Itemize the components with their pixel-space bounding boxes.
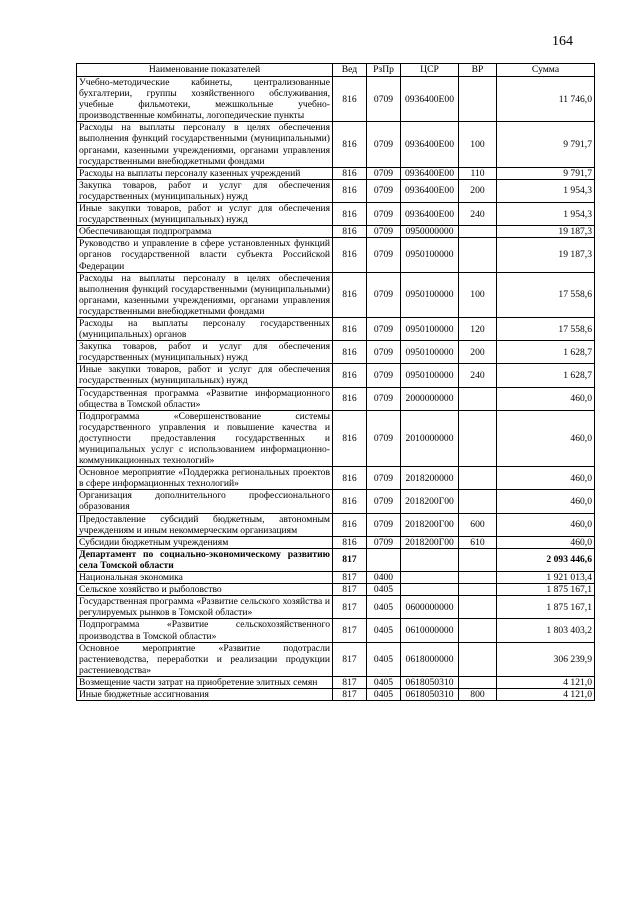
cell-name: Государственная программа «Развитие информационного общества в Томской области»: [77, 387, 333, 410]
table-row: [77, 467, 595, 490]
cell-rzpr: 0709: [367, 122, 401, 167]
cell-name: Подпрограмма «Совершенствование системы государственного управления и повышение качества и доступности предоставления государственных и муниципальных услуг с использованием информационно-коммуникационных технологий»: [77, 410, 333, 466]
cell-vr: [459, 490, 497, 513]
table-row: [77, 548, 595, 571]
cell-name: Основное мероприятие «Развитие подотрасли растениеводства, переработки и реализации продукции растениеводства»: [77, 642, 333, 676]
cell-csr: 0950000000: [401, 226, 459, 238]
cell-rzpr: 0405: [367, 596, 401, 619]
cell-csr: [401, 584, 459, 596]
page-number: 164: [552, 34, 573, 49]
cell-sum: 9 791,7: [497, 122, 595, 167]
cell-ved: 817: [333, 619, 367, 642]
cell-ved: 816: [333, 272, 367, 317]
table-row: [77, 676, 595, 688]
table-row: [77, 387, 595, 410]
cell-rzpr: 0405: [367, 688, 401, 700]
cell-rzpr: 0709: [367, 467, 401, 490]
cell-sum: 1 628,7: [497, 364, 595, 387]
cell-sum: 1 875 167,1: [497, 596, 595, 619]
table-body: [77, 77, 595, 701]
cell-sum: 19 187,3: [497, 226, 595, 238]
cell-sum: 460,0: [497, 467, 595, 490]
cell-rzpr: 0709: [367, 387, 401, 410]
cell-ved: 817: [333, 548, 367, 571]
cell-csr: 0936400Е00: [401, 179, 459, 202]
header-rzpr: РзПр: [367, 64, 401, 77]
cell-sum: 460,0: [497, 536, 595, 548]
cell-rzpr: [367, 548, 401, 571]
cell-csr: [401, 572, 459, 584]
cell-ved: 816: [333, 77, 367, 122]
header-sum: Сумма: [497, 64, 595, 77]
cell-sum: 1 954,3: [497, 203, 595, 226]
cell-name: Департамент по социально-экономическому развитию села Томской области: [77, 548, 333, 571]
table-row: [77, 490, 595, 513]
cell-sum: 1 954,3: [497, 179, 595, 202]
header-csr: ЦСР: [401, 64, 459, 77]
cell-sum: 460,0: [497, 513, 595, 536]
table-header-row: [77, 64, 595, 77]
cell-vr: [459, 467, 497, 490]
table-row: [77, 179, 595, 202]
table-row: [77, 688, 595, 700]
header-ved: Вед: [333, 64, 367, 77]
cell-name: Возмещение части затрат на приобретение элитных семян: [77, 676, 333, 688]
cell-rzpr: 0405: [367, 619, 401, 642]
table-row: [77, 536, 595, 548]
cell-vr: [459, 584, 497, 596]
cell-sum: 2 093 446,6: [497, 548, 595, 571]
cell-name: Расходы на выплаты персоналу в целях обеспечения выполнения функций государственными (муниципальными) органами, казенными учреждениями, органами управления государственными внебюджетными фондами: [77, 122, 333, 167]
cell-csr: 0618050310: [401, 676, 459, 688]
cell-ved: 816: [333, 467, 367, 490]
cell-vr: 600: [459, 513, 497, 536]
cell-vr: 120: [459, 317, 497, 340]
cell-rzpr: 0405: [367, 642, 401, 676]
table-row: [77, 513, 595, 536]
cell-name: Иные бюджетные ассигнования: [77, 688, 333, 700]
cell-vr: [459, 619, 497, 642]
cell-csr: 0950100000: [401, 272, 459, 317]
table-row: [77, 642, 595, 676]
cell-csr: 0610000000: [401, 619, 459, 642]
table-row: [77, 238, 595, 272]
cell-csr: 0936400Е00: [401, 203, 459, 226]
cell-vr: [459, 387, 497, 410]
cell-vr: 100: [459, 122, 497, 167]
cell-ved: 816: [333, 490, 367, 513]
cell-sum: 11 746,0: [497, 77, 595, 122]
cell-vr: 110: [459, 167, 497, 179]
cell-csr: 0600000000: [401, 596, 459, 619]
cell-ved: 817: [333, 642, 367, 676]
cell-name: Подпрограмма «Развитие сельскохозяйственного производства в Томской области»: [77, 619, 333, 642]
cell-ved: 816: [333, 364, 367, 387]
cell-name: Иные закупки товаров, работ и услуг для обеспечения государственных (муниципальных) нужд: [77, 203, 333, 226]
cell-sum: 1 875 167,1: [497, 584, 595, 596]
cell-rzpr: 0709: [367, 272, 401, 317]
cell-ved: 817: [333, 688, 367, 700]
cell-sum: 460,0: [497, 410, 595, 466]
cell-csr: 0950100000: [401, 238, 459, 272]
cell-sum: 17 558,6: [497, 272, 595, 317]
cell-vr: 200: [459, 179, 497, 202]
cell-name: Расходы на выплаты персоналу государственных (муниципальных) органов: [77, 317, 333, 340]
table-row: [77, 341, 595, 364]
cell-name: Расходы на выплаты персоналу казенных учреждений: [77, 167, 333, 179]
cell-vr: 240: [459, 203, 497, 226]
cell-ved: 816: [333, 238, 367, 272]
cell-rzpr: 0709: [367, 167, 401, 179]
table-row: [77, 572, 595, 584]
cell-vr: 240: [459, 364, 497, 387]
table-row: [77, 122, 595, 167]
cell-vr: 800: [459, 688, 497, 700]
cell-vr: [459, 572, 497, 584]
cell-rzpr: 0709: [367, 238, 401, 272]
cell-ved: 816: [333, 410, 367, 466]
table-row: [77, 167, 595, 179]
cell-rzpr: 0400: [367, 572, 401, 584]
cell-vr: [459, 410, 497, 466]
cell-ved: 816: [333, 317, 367, 340]
cell-csr: 2018200Г00: [401, 536, 459, 548]
cell-ved: 816: [333, 226, 367, 238]
cell-ved: 816: [333, 341, 367, 364]
cell-rzpr: 0709: [367, 490, 401, 513]
cell-vr: [459, 77, 497, 122]
cell-rzpr: 0709: [367, 203, 401, 226]
cell-name: Организация дополнительного профессионального образования: [77, 490, 333, 513]
cell-csr: 0936400Е00: [401, 122, 459, 167]
cell-name: Государственная программа «Развитие сельского хозяйства и регулируемых рынков в Томской области»: [77, 596, 333, 619]
cell-rzpr: 0709: [367, 179, 401, 202]
cell-ved: 816: [333, 179, 367, 202]
cell-csr: 2000000000: [401, 387, 459, 410]
cell-name: Руководство и управление в сфере установленных функций органов государственной власти субъекта Российской Федерации: [77, 238, 333, 272]
cell-csr: 2018200Г00: [401, 513, 459, 536]
cell-ved: 816: [333, 536, 367, 548]
cell-rzpr: 0709: [367, 410, 401, 466]
cell-sum: 4 121,0: [497, 688, 595, 700]
budget-table: [76, 63, 595, 701]
cell-rzpr: 0709: [367, 364, 401, 387]
cell-rzpr: 0405: [367, 584, 401, 596]
cell-vr: [459, 548, 497, 571]
cell-csr: 2018200000: [401, 467, 459, 490]
table-row: [77, 272, 595, 317]
cell-csr: 0950100000: [401, 341, 459, 364]
cell-vr: 200: [459, 341, 497, 364]
cell-vr: [459, 238, 497, 272]
cell-vr: [459, 676, 497, 688]
cell-vr: [459, 226, 497, 238]
cell-sum: 4 121,0: [497, 676, 595, 688]
cell-rzpr: 0405: [367, 676, 401, 688]
cell-name: Учебно-методические кабинеты, централизованные бухгалтерии, группы хозяйственного обслуживания, учебные фильмотеки, межшкольные учебно-производственные комбинаты, логопедические пункты: [77, 77, 333, 122]
header-vr: ВР: [459, 64, 497, 77]
header-name: Наименование показателей: [77, 64, 333, 77]
cell-name: Иные закупки товаров, работ и услуг для обеспечения государственных (муниципальных) нужд: [77, 364, 333, 387]
cell-name: Закупка товаров, работ и услуг для обеспечения государственных (муниципальных) нужд: [77, 341, 333, 364]
cell-rzpr: 0709: [367, 536, 401, 548]
cell-sum: 460,0: [497, 387, 595, 410]
cell-ved: 816: [333, 203, 367, 226]
cell-ved: 816: [333, 513, 367, 536]
cell-ved: 816: [333, 167, 367, 179]
cell-sum: 19 187,3: [497, 238, 595, 272]
cell-csr: 2018200Г00: [401, 490, 459, 513]
table-row: [77, 226, 595, 238]
table-row: [77, 77, 595, 122]
table-row: [77, 596, 595, 619]
cell-name: Национальная экономика: [77, 572, 333, 584]
cell-csr: [401, 548, 459, 571]
cell-sum: 306 239,9: [497, 642, 595, 676]
cell-csr: 0936400Е00: [401, 77, 459, 122]
cell-sum: 460,0: [497, 490, 595, 513]
cell-vr: [459, 642, 497, 676]
table-row: [77, 203, 595, 226]
cell-vr: 610: [459, 536, 497, 548]
cell-ved: 817: [333, 584, 367, 596]
table-row: [77, 364, 595, 387]
cell-name: Закупка товаров, работ и услуг для обеспечения государственных (муниципальных) нужд: [77, 179, 333, 202]
cell-csr: 0618000000: [401, 642, 459, 676]
cell-sum: 1 921 013,4: [497, 572, 595, 584]
cell-rzpr: 0709: [367, 513, 401, 536]
cell-csr: 0618050310: [401, 688, 459, 700]
cell-sum: 1 628,7: [497, 341, 595, 364]
cell-rzpr: 0709: [367, 341, 401, 364]
cell-name: Основное мероприятие «Поддержка региональных проектов в сфере информационных технологий»: [77, 467, 333, 490]
cell-sum: 17 558,6: [497, 317, 595, 340]
cell-sum: 9 791,7: [497, 167, 595, 179]
cell-ved: 817: [333, 596, 367, 619]
table-row: [77, 584, 595, 596]
cell-name: Расходы на выплаты персоналу в целях обеспечения выполнения функций государственными (муниципальными) органами, казенными учреждениями, органами управления государственными внебюджетными фондами: [77, 272, 333, 317]
cell-ved: 816: [333, 122, 367, 167]
cell-name: Субсидии бюджетным учреждениям: [77, 536, 333, 548]
cell-csr: 0936400Е00: [401, 167, 459, 179]
cell-sum: 1 803 403,2: [497, 619, 595, 642]
cell-rzpr: 0709: [367, 77, 401, 122]
cell-name: Предоставление субсидий бюджетным, автономным учреждениям и иным некоммерческим организациям: [77, 513, 333, 536]
cell-rzpr: 0709: [367, 226, 401, 238]
table-row: [77, 317, 595, 340]
table-row: [77, 619, 595, 642]
cell-name: Обеспечивающая подпрограмма: [77, 226, 333, 238]
cell-ved: 816: [333, 387, 367, 410]
cell-csr: 0950100000: [401, 317, 459, 340]
cell-vr: [459, 596, 497, 619]
cell-ved: 817: [333, 676, 367, 688]
cell-vr: 100: [459, 272, 497, 317]
cell-csr: 0950100000: [401, 364, 459, 387]
cell-rzpr: 0709: [367, 317, 401, 340]
table-row: [77, 410, 595, 466]
cell-csr: 2010000000: [401, 410, 459, 466]
cell-name: Сельское хозяйство и рыболовство: [77, 584, 333, 596]
cell-ved: 817: [333, 572, 367, 584]
